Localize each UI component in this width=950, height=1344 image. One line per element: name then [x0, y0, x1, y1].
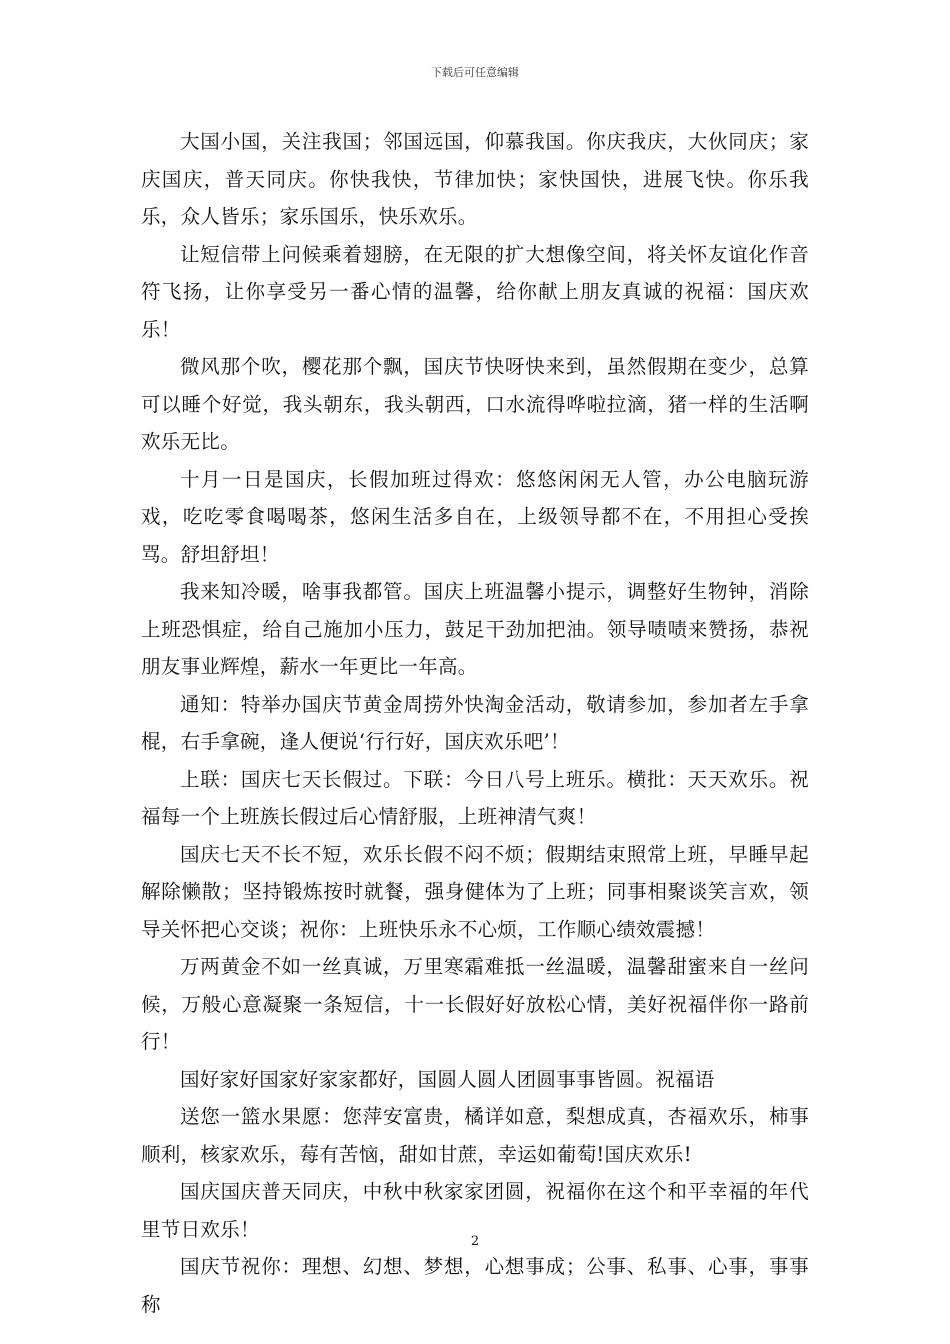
paragraph: 送您一篮水果愿：您萍安富贵，橘详如意，梨想成真，杏福欢乐，柿事顺利，核家欢乐，莓有苦恼，甜如甘蔗，幸运如葡萄!国庆欢乐!	[141, 1105, 809, 1166]
paragraph: 国庆七天不长不短，欢乐长假不闷不烦；假期结束照常上班，早睡早起解除懒散；坚持锻炼按时就餐，强身健体为了上班；同事相聚谈笑言欢，领导关怀把心交谈；祝你：上班快乐永不心烦，工作顺心绩效震撼！	[141, 842, 809, 941]
paragraph: 国庆国庆普天同庆，中秋中秋家家团圆，祝福你在这个和平幸福的年代里节日欢乐！	[141, 1180, 809, 1241]
paragraph: 微风那个吹，樱花那个飘，国庆节快呀快来到，虽然假期在变少，总算可以睡个好觉，我头朝东，我头朝西，口水流得哗啦拉滴，猪一样的生活啊欢乐无比。	[141, 355, 809, 453]
paragraph: 十月一日是国庆，长假加班过得欢：悠悠闲闲无人管，办公电脑玩游戏，吃吃零食喝喝茶，悠闲生活多自在，上级领导都不在，不用担心受挨骂。舒坦舒坦！	[141, 467, 809, 566]
page-header: 下载后可任意编辑	[431, 66, 519, 79]
paragraph: 上联：国庆七天长假过。下联：今日八号上班乐。横批：天天欢乐。祝福每一个上班族长假过后心情舒服，上班神清气爽！	[141, 767, 809, 828]
paragraph: 万两黄金不如一丝真诚，万里寒霜难抵一丝温暖，温馨甜蜜来自一丝问候，万般心意凝聚一条短信，十一长假好好放松心情，美好祝福伴你一路前行！	[141, 955, 809, 1053]
paragraph: 国庆节祝你：理想、幻想、梦想，心想事成；公事、私事、心事，事事称	[141, 1255, 809, 1316]
paragraph: 让短信带上问候乘着翅膀，在无限的扩大想像空间，将关怀友谊化作音符飞扬，让你享受另一番心情的温馨，给你献上朋友真诚的祝福：国庆欢乐！	[141, 242, 809, 341]
paragraph: 我来知冷暖，啥事我都管。国庆上班温馨小提示，调整好生物钟，消除上班恐惧症，给自己施加小压力，鼓足干劲加把油。领导啧啧来赞扬，恭祝朋友事业辉煌，薪水一年更比一年高。	[141, 580, 809, 678]
paragraph: 国好家好国家好家家都好，国圆人圆人团圆事事皆圆。祝福语	[180, 1067, 715, 1091]
document-body	[141, 123, 809, 1323]
page-number: 2	[470, 1234, 480, 1249]
paragraph: 通知：特举办国庆节黄金周捞外快淘金活动，敬请参加，参加者左手拿棍，右手拿碗，逢人便说‘行行好，国庆欢乐吧’！	[141, 692, 809, 753]
paragraph: 大国小国，关注我国；邻国远国，仰慕我国。你庆我庆，大伙同庆；家庆国庆，普天同庆。你快我快，节律加快；家快国快，进展飞快。你乐我乐，众人皆乐；家乐国乐，快乐欢乐。	[141, 130, 809, 228]
